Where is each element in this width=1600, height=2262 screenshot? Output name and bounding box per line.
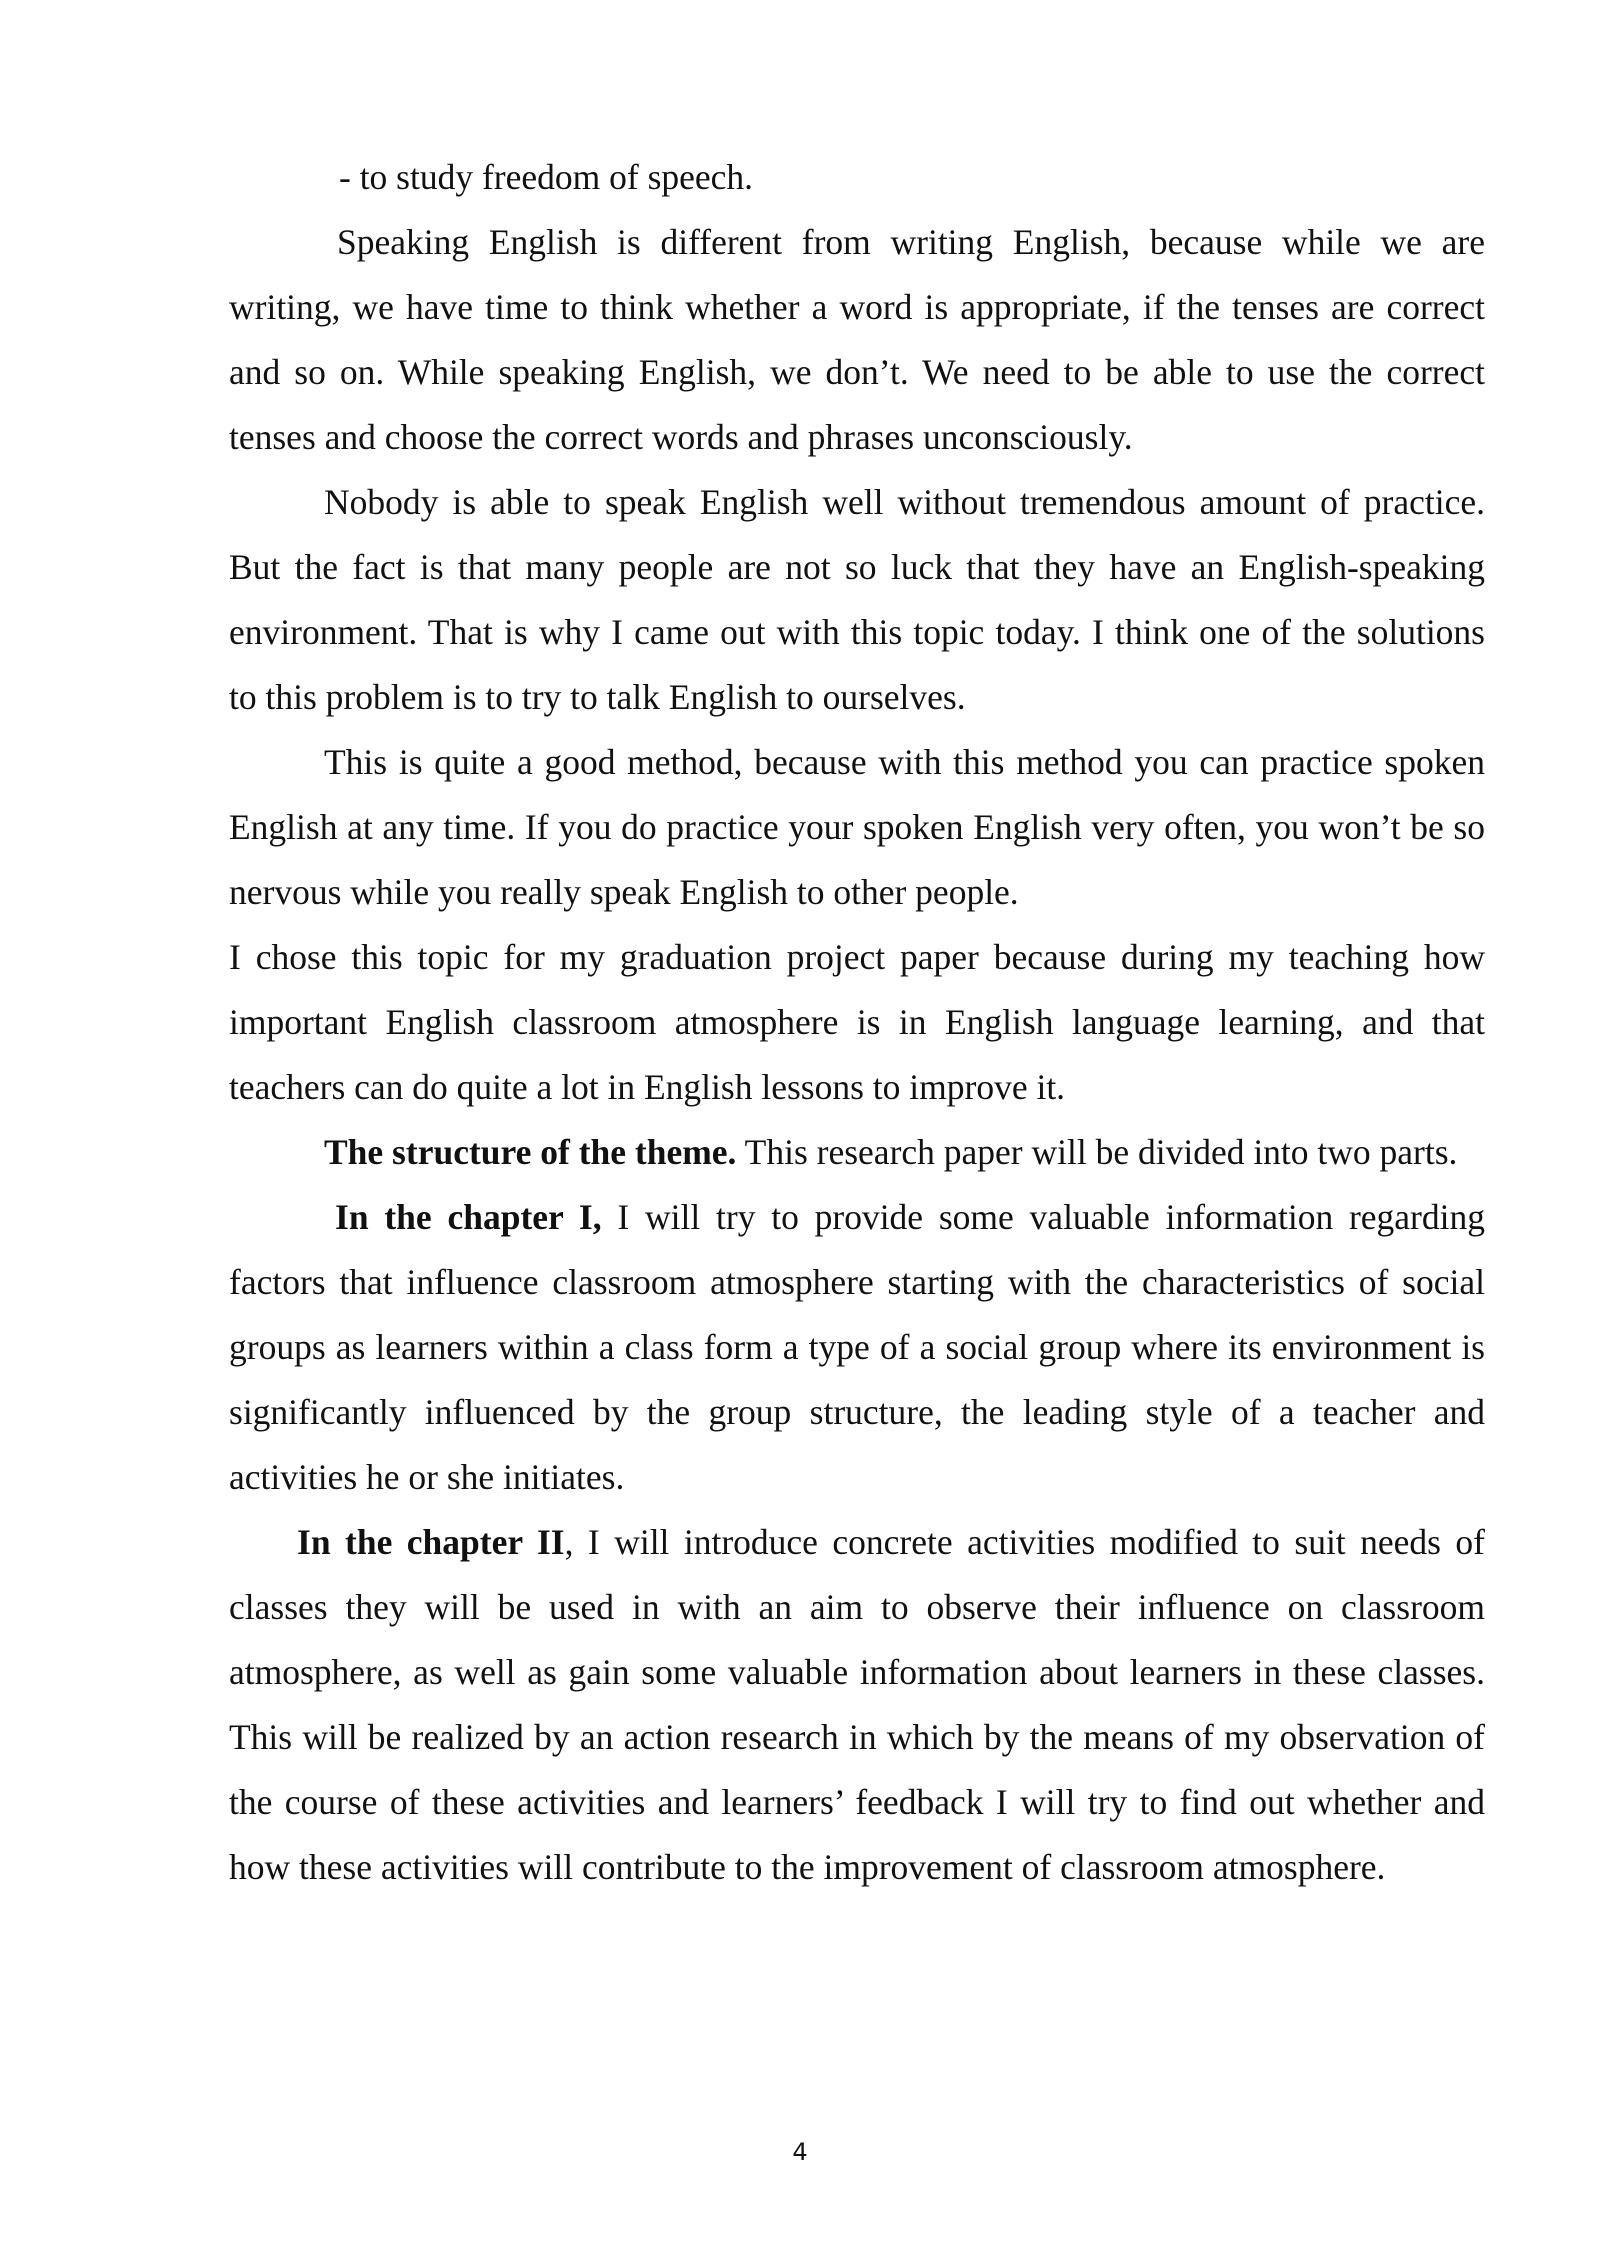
paragraph-speaking-vs-writing [229, 210, 1485, 470]
paragraph-text: Speaking English is different from writing English, because while we are writing, we have time to think whether a word is appropriate, if the tenses are correct and so on. While speaking English, we don’t. We need to be able to use the correct tenses and choose the correct words and phrases unconsciously. [229, 222, 1485, 457]
paragraph-practice [229, 470, 1485, 730]
paragraph-topic-choice [229, 925, 1485, 1120]
paragraph-text: I will try to provide some valuable information regarding factors that influence classroom atmosphere starting with the characteristics of social groups as learners within a class form a type of a social group where its environment is significantly influenced by the group structure, the leading style of a teacher and activities he or she initiates. [229, 1197, 1485, 1497]
paragraph-chapter-2 [229, 1510, 1485, 1900]
list-item-freedom-of-speech [229, 145, 1485, 210]
paragraph-method [229, 730, 1485, 925]
paragraph-heading: In the chapter II [297, 1522, 565, 1562]
paragraph-text: , I will introduce concrete activities modified to suit needs of classes they will be used in with an aim to observe their influence on classroom atmosphere, as well as gain some valuable information about learners in these classes. This will be realized by an action research in which by the means of my observation of the course of these activities and learners’ feedback I will try to find out whether and how these activities will contribute to the improvement of classroom atmosphere. [229, 1522, 1485, 1887]
paragraph-text: Nobody is able to speak English well without tremendous amount of practice. But the fact is that many people are not so luck that they have an English-speaking environment. That is why I came out with this topic today. I think one of the solutions to this problem is to try to talk English to ourselves. [229, 482, 1485, 717]
paragraph-heading: In the chapter I, [335, 1197, 602, 1237]
paragraph-chapter-1 [229, 1185, 1485, 1510]
document-body [229, 145, 1485, 1900]
paragraph-text: - to study freedom of speech. [339, 157, 754, 197]
paragraph-text: This research paper will be divided into two parts. [736, 1132, 1458, 1172]
paragraph-text: This is quite a good method, because with this method you can practice spoken English at any time. If you do practice your spoken English very often, you won’t be so nervous while you really speak English to other people. [229, 742, 1485, 912]
paragraph-text: I chose this topic for my graduation project paper because during my teaching how important English classroom atmosphere is in English language learning, and that teachers can do quite a lot in English lessons to improve it. [229, 937, 1485, 1107]
paragraph-structure [229, 1120, 1485, 1185]
paragraph-heading: The structure of the theme. [324, 1132, 737, 1172]
page-number: 4 [792, 2138, 808, 2166]
